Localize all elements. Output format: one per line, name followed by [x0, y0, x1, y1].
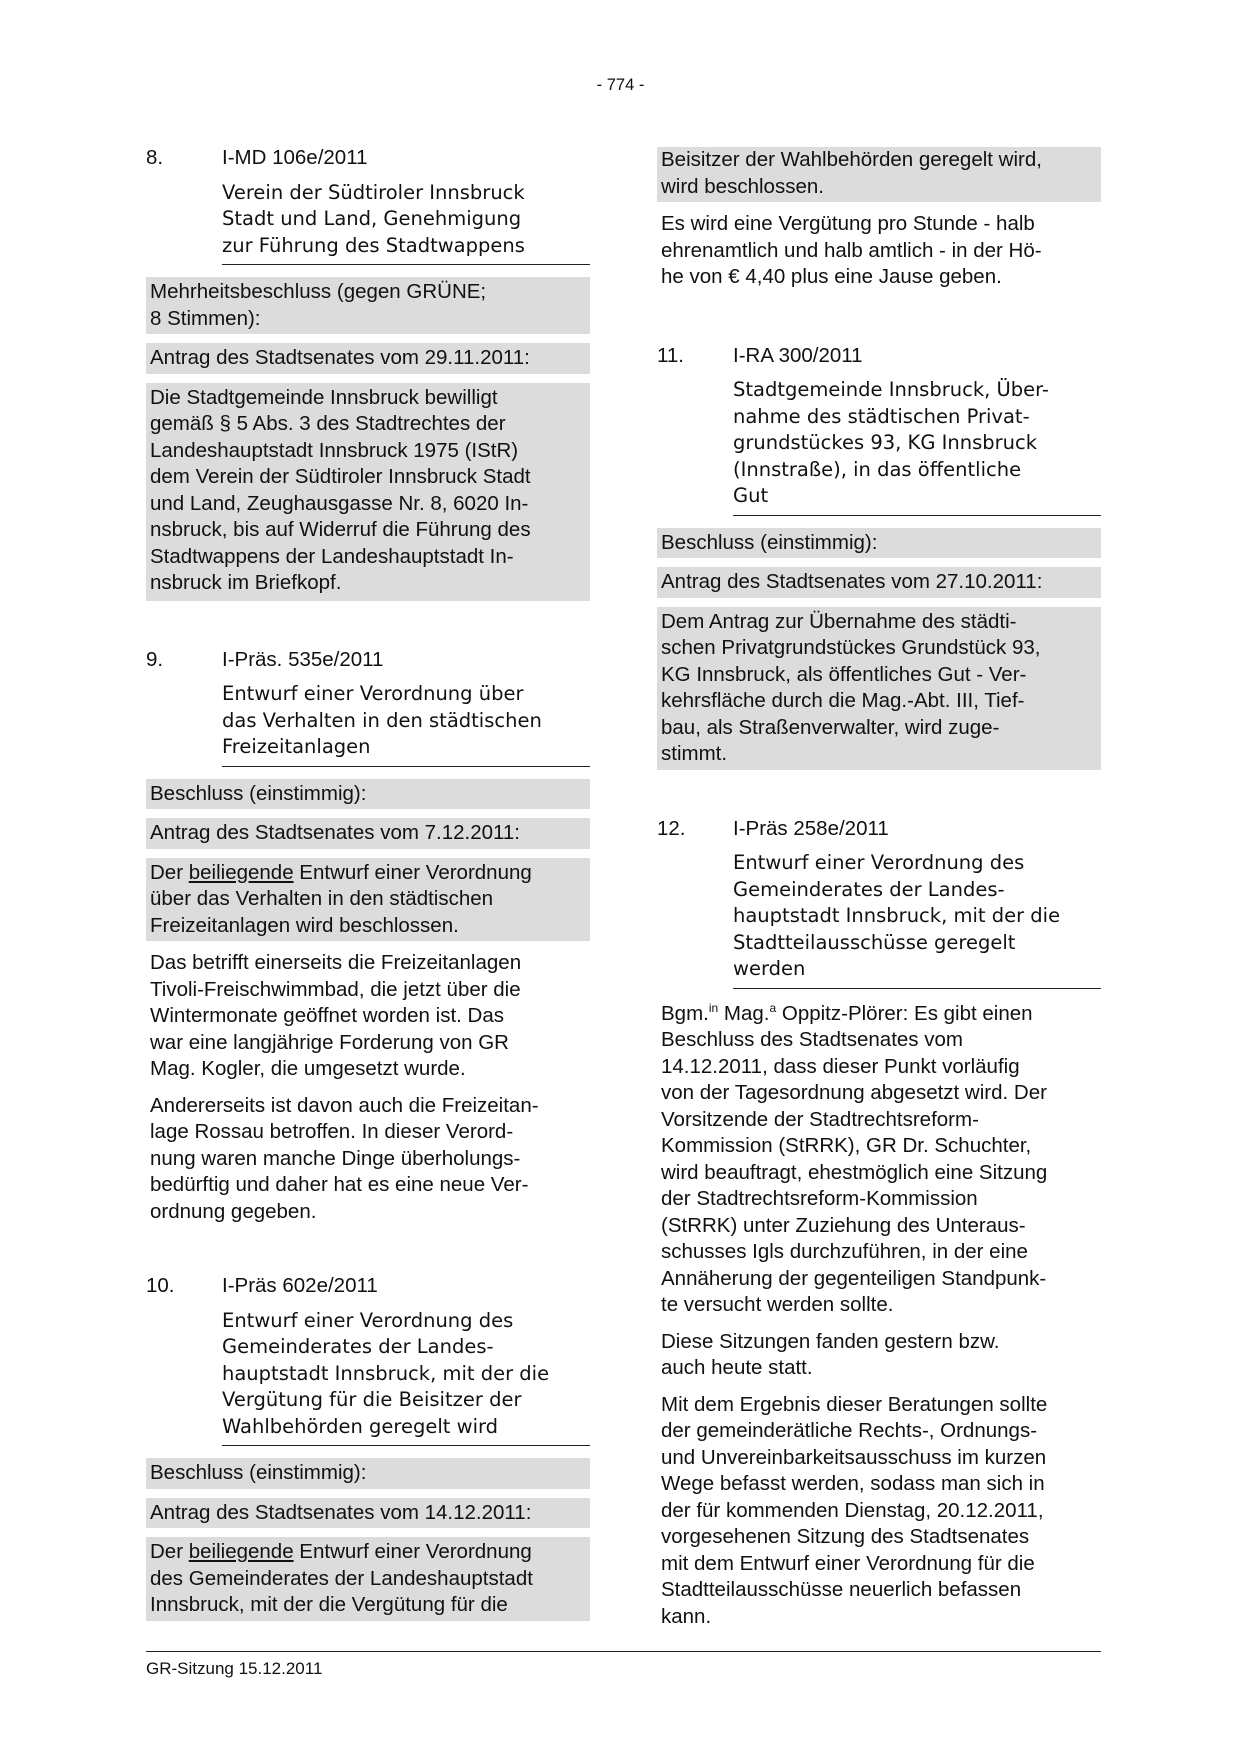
item-10-reference: I-Präs 602e/2011 [222, 1274, 378, 1297]
text-line: Die Stadtgemeinde Innsbruck bewilligt [150, 385, 498, 409]
text-line: Wintermonate geöffnet worden ist. Das [150, 1004, 504, 1027]
text-fragment: Entwurf einer Verordnung [293, 1540, 532, 1563]
item-8-title [222, 180, 590, 266]
text-line: war eine langjährige Forderung von GR [150, 1030, 509, 1054]
item-9-paragraph-2 [146, 1093, 590, 1226]
page-footer: GR-Sitzung 15.12.2011 [146, 1659, 323, 1678]
text-line: nsbruck im Briefkopf. [150, 571, 342, 594]
title-line: Stadtgemeinde Innsbruck, Über- [733, 378, 1049, 401]
item-9-decision: Beschluss (einstimmig): [146, 779, 590, 810]
text-fragment: Der [150, 1540, 189, 1563]
title-line: Stadtteilausschüsse geregelt [733, 930, 1016, 954]
text-line: Kommission (StRRK), GR Dr. Schuchter, [661, 1134, 1032, 1157]
text-line: der für kommenden Dienstag, 20.12.2011, [661, 1498, 1044, 1522]
item-11-title [733, 377, 1101, 516]
item-10-title [222, 1308, 590, 1447]
title-line: hauptstadt Innsbruck, mit der die [222, 1361, 550, 1385]
text-line: über das Verhalten in den städtischen [150, 887, 494, 910]
text-line: nsbruck, bis auf Widerruf die Führung des [150, 518, 531, 541]
text-line: kehrsfläche durch die Mag.-Abt. III, Tief- [661, 689, 1025, 712]
item-11-reference: I-RA 300/2011 [733, 343, 863, 367]
item-9-header [146, 647, 590, 674]
text-line: vorgesehenen Sitzung des Stadtsenates [661, 1525, 1030, 1548]
text-line: des Gemeinderates der Landeshauptstadt [150, 1566, 533, 1590]
page-number: - 774 - [596, 76, 645, 94]
text-line: stimmt. [661, 742, 728, 765]
item-8-header [146, 145, 590, 172]
text-line: Mag. Kogler, die umgesetzt wurde. [150, 1057, 466, 1080]
title-line: Gemeinderates der Landes- [222, 1335, 494, 1358]
item-8-decision [146, 277, 590, 334]
text-line: schusses Igls durchzuführen, in der eine [661, 1240, 1028, 1263]
item-11-motion: Antrag des Stadtsenates vom 27.10.2011: [657, 567, 1101, 598]
item-9-motion: Antrag des Stadtsenates vom 7.12.2011: [146, 818, 590, 849]
text-fragment: Der [150, 860, 189, 884]
item-9-title [222, 681, 590, 767]
text-line: nung waren manche Dinge überholungs- [150, 1146, 521, 1170]
text-line: dem Verein der Südtiroler Innsbruck Stadt [150, 465, 531, 488]
text-line [150, 860, 586, 887]
text-line: der Stadtrechtsreform-Kommission [661, 1187, 978, 1210]
title-line: werden [733, 957, 806, 980]
item-11-resolution-text [657, 607, 1101, 770]
text-line: te versucht werden sollte. [661, 1293, 894, 1316]
title-line: Freizeitanlagen [222, 735, 371, 758]
title-line: zur Führung des Stadtwappens [222, 233, 525, 257]
item-10-resolution-text-continued [657, 147, 1101, 202]
item-9-reference: I-Präs. 535e/2011 [222, 647, 384, 671]
agenda-item-9 [146, 647, 590, 1226]
agenda-item-8 [146, 145, 590, 601]
agenda-item-10 [146, 1273, 590, 1621]
item-12-number: 12. [657, 816, 686, 840]
item-8-motion: Antrag des Stadtsenates vom 29.11.2011: [146, 343, 590, 374]
text-line: Annäherung der gegenteiligen Standpunk- [661, 1266, 1047, 1290]
speaker-title: Bgm. [661, 1001, 709, 1025]
text-line: Stadtwappens der Landeshauptstadt In- [150, 544, 514, 568]
text-line: bedürftig und daher hat es eine neue Ver- [150, 1173, 529, 1196]
item-8-resolution-text [146, 383, 590, 601]
item-9-paragraph-1 [146, 950, 590, 1083]
underlined-word: beiliegende [188, 1540, 294, 1563]
text-line: gemäß § 5 Abs. 3 des Stadtrechtes der [150, 412, 506, 435]
speaker-title-superscript: a [769, 1000, 777, 1015]
text-line: der gemeinderätliche Rechts-, Ordnungs- [661, 1419, 1038, 1442]
title-line: Entwurf einer Verordnung über [222, 682, 524, 705]
text-line: Andererseits ist davon auch die Freizeitan- [150, 1093, 539, 1117]
text-line: Diese Sitzungen fanden gestern bzw. [661, 1329, 1000, 1353]
item-12-paragraph-2 [657, 1329, 1101, 1382]
item-12-header [657, 816, 1101, 843]
speaker-line [661, 1001, 1097, 1028]
text-line: ehrenamtlich und halb amtlich - in der Hö- [661, 238, 1042, 262]
item-8-number: 8. [146, 146, 164, 169]
title-line: (Innstraße), in das öffentliche [733, 457, 1022, 481]
text-line: und Land, Zeughausgasse Nr. 8, 6020 In- [150, 491, 529, 515]
text-line: 14.12.2011, dass dieser Punkt vorläufig [661, 1054, 1020, 1078]
text-line: Freizeitanlagen wird beschlossen. [150, 913, 459, 937]
text-line: auch heute statt. [661, 1356, 813, 1379]
text-line: Dem Antrag zur Übernahme des städti- [661, 609, 1017, 633]
text-line: Landeshauptstadt Innsbruck 1975 (IStR) [150, 438, 519, 462]
text-line: Tivoli-Freischwimmbad, die jetzt über die [150, 977, 521, 1001]
text-line: lage Rossau betroffen. In dieser Verord- [150, 1120, 514, 1143]
footer-divider [146, 1651, 1101, 1652]
text-line: bau, als Straßenverwalter, wird zuge- [661, 715, 1000, 739]
title-line: Entwurf einer Verordnung des [733, 851, 1025, 874]
item-10-header [146, 1273, 590, 1300]
title-line: Vergütung für die Beisitzer der [222, 1388, 522, 1411]
title-line: Stadt und Land, Genehmigung [222, 207, 522, 230]
text-line: schen Privatgrundstückes Grundstück 93, [661, 636, 1041, 659]
title-line: Entwurf einer Verordnung des [222, 1308, 514, 1332]
item-10-decision: Beschluss (einstimmig): [146, 1458, 590, 1489]
text-line: Wege befasst werden, sodass man sich in [661, 1472, 1045, 1495]
agenda-item-12 [657, 816, 1101, 1631]
title-line: Gut [733, 484, 769, 507]
text-line: wird beauftragt, ehestmöglich eine Sitzung [661, 1160, 1048, 1184]
left-column [146, 145, 590, 1621]
title-line: hauptstadt Innsbruck, mit der die [733, 904, 1061, 927]
text-line: Es wird eine Vergütung pro Stunde - halb [661, 212, 1035, 235]
agenda-item-10-continued [657, 147, 1101, 291]
right-column [657, 147, 1101, 1640]
text-line: Innsbruck, mit der die Vergütung für die [150, 1593, 508, 1616]
item-10-motion: Antrag des Stadtsenates vom 14.12.2011: [146, 1498, 590, 1529]
agenda-item-11 [657, 343, 1101, 770]
text-line: von der Tagesordnung abgesetzt wird. Der [661, 1081, 1047, 1104]
speaker-title: Mag. [718, 1001, 770, 1025]
decision-line: Mehrheitsbeschluss (gegen GRÜNE; [150, 280, 487, 303]
title-line: Wahlbehörden geregelt wird [222, 1414, 499, 1438]
title-line: Verein der Südtiroler Innsbruck [222, 180, 525, 204]
item-12-paragraph-3 [657, 1392, 1101, 1631]
item-12-paragraph-1 [657, 1001, 1101, 1319]
item-10-number: 10. [146, 1274, 175, 1297]
text-line: und Unvereinbarkeitsausschuss im kurzen [661, 1445, 1047, 1469]
text-line: KG Innsbruck, als öffentliches Gut - Ver- [661, 662, 1027, 686]
text-line: mit dem Entwurf einer Verordnung für die [661, 1551, 1035, 1575]
text-line: Mit dem Ergebnis dieser Beratungen sollte [661, 1392, 1048, 1416]
item-8-reference: I-MD 106e/2011 [222, 146, 368, 169]
title-line: nahme des städtischen Privat- [733, 404, 1030, 428]
item-11-number: 11. [657, 343, 684, 367]
speaker-name: Oppitz-Plörer: Es gibt einen [776, 1001, 1033, 1025]
decision-line: 8 Stimmen): [150, 306, 261, 330]
item-10-paragraph [657, 211, 1101, 291]
title-line: Gemeinderates der Landes- [733, 877, 1005, 901]
text-line: ordnung gegeben. [150, 1199, 317, 1223]
text-line [150, 1539, 586, 1566]
text-line: (StRRK) unter Zuziehung des Unteraus- [661, 1213, 1026, 1237]
underlined-word: beiliegende [188, 860, 294, 884]
text-line: Vorsitzende der Stadtrechtsreform- [661, 1107, 979, 1131]
speaker-title-superscript: in [708, 1000, 719, 1015]
text-fragment: Entwurf einer Verordnung [293, 860, 532, 884]
text-line: wird beschlossen. [661, 174, 824, 198]
item-11-decision: Beschluss (einstimmig): [657, 528, 1101, 559]
text-line: kann. [661, 1604, 712, 1628]
item-11-header [657, 343, 1101, 370]
item-10-resolution-text [146, 1537, 590, 1621]
text-line: Das betrifft einerseits die Freizeitanlagen [150, 951, 522, 974]
title-line: grundstückes 93, KG Innsbruck [733, 431, 1038, 454]
title-line: das Verhalten in den städtischen [222, 708, 542, 732]
text-line: Beschluss des Stadtsenates vom [661, 1028, 963, 1051]
item-12-reference: I-Präs 258e/2011 [733, 816, 889, 840]
text-line: Beisitzer der Wahlbehörden geregelt wird, [661, 148, 1042, 171]
text-line: he von € 4,40 plus eine Jause geben. [661, 265, 1002, 288]
text-line: Stadtteilausschüsse neuerlich befassen [661, 1578, 1022, 1601]
item-9-number: 9. [146, 647, 164, 671]
item-12-title [733, 850, 1101, 989]
item-9-resolution-text [146, 858, 590, 942]
